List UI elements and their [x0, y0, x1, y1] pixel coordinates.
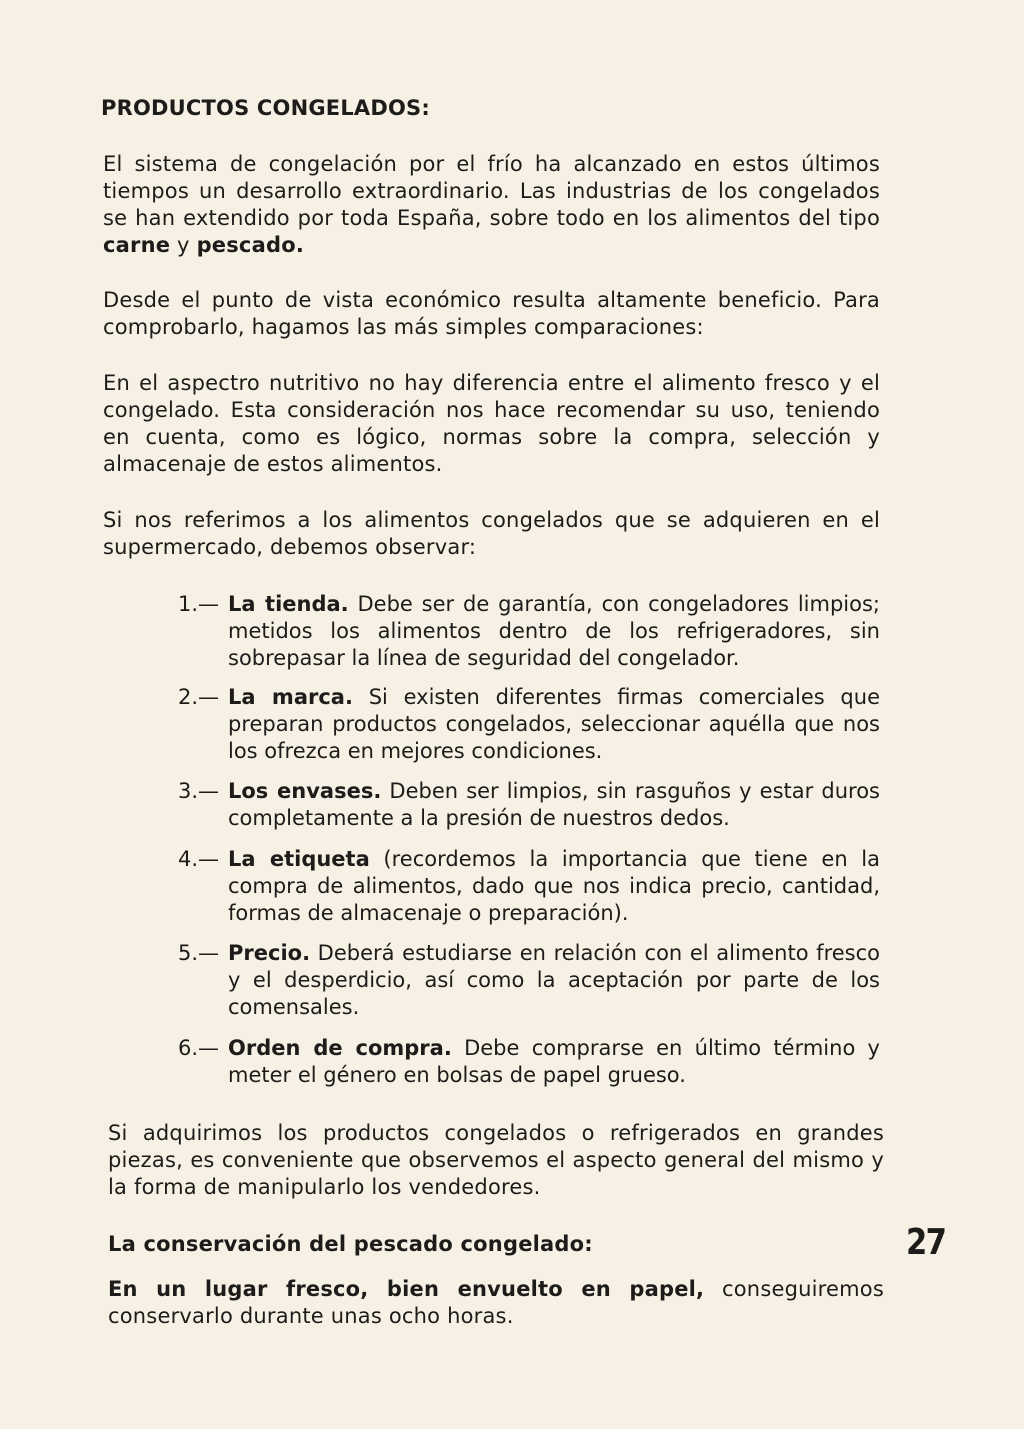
- list-item: [178, 1035, 880, 1089]
- paragraph-conservation-text: conseguiremos conservarlo durante unas ocho horas.: [108, 1277, 884, 1328]
- list-item-text: Deben ser limpios, sin rasguños y estar duros completamente a la presión de nuestros dedos.: [228, 779, 880, 830]
- paragraph-intro-text: El sistema de congelación por el frío ha alcanzado en estos últimos tiempos un desarrollo extraordinario. Las industrias de los congelados se han extendido por toda España, sobre todo en los alimentos del tipo: [103, 152, 880, 230]
- paragraph-large-pieces: Si adquirimos los productos congelados o refrigerados en grandes piezas, es conveniente que observemos el aspecto general del mismo y la forma de manipularlo los vendedores.: [108, 1121, 884, 1199]
- list-item-title: La etiqueta: [228, 847, 370, 871]
- list-item-number: 1.—: [178, 592, 220, 616]
- list-item-text: Debe comprarse en último término y meter el género en bolsas de papel grueso.: [228, 1036, 880, 1087]
- paragraph-intro: [103, 151, 880, 259]
- list-item: [178, 778, 880, 832]
- page-number: 27: [906, 1222, 946, 1263]
- list-item-text: Si existen diferentes firmas comerciales que preparan productos congelados, seleccionar aquélla que nos los ofrezca en mejores condiciones.: [228, 685, 880, 763]
- list-item-title: Orden de compra.: [228, 1036, 452, 1060]
- section-subtitle: La conservación del pescado congelado:: [108, 1232, 593, 1256]
- list-item-number: 6.—: [178, 1036, 220, 1060]
- paragraph-supermarket: Si nos referimos a los alimentos congelados que se adquieren en el supermercado, debemos observar:: [103, 508, 880, 559]
- bold-carne: carne: [103, 233, 171, 257]
- paragraph-intro-mid: y: [170, 233, 197, 257]
- list-item-title: Precio.: [228, 941, 311, 965]
- list-item-title: Los envases.: [228, 779, 382, 803]
- page-title: PRODUCTOS CONGELADOS:: [101, 96, 430, 120]
- list-item-title: La tienda.: [228, 592, 349, 616]
- list-item-text: Debe ser de garantía, con congeladores limpios; metidos los alimentos dentro de los refrigeradores, sin sobrepasar la línea de seguridad del congelador.: [228, 592, 880, 670]
- list-item-number: 4.—: [178, 847, 220, 871]
- list-item-number: 2.—: [178, 685, 220, 709]
- list-item-title: La marca.: [228, 685, 353, 709]
- list-item-number: 3.—: [178, 779, 220, 803]
- list-item: [178, 940, 880, 1021]
- list-item-text: (recordemos la importancia que tiene en la compra de alimentos, dado que nos indica precio, cantidad, formas de almacenaje o preparación).: [228, 847, 880, 925]
- paragraph-conservation: [108, 1276, 884, 1330]
- list-item: [178, 846, 880, 927]
- bold-pescado: pescado.: [196, 233, 304, 257]
- list-item: [178, 684, 880, 765]
- list-item-text: Deberá estudiarse en relación con el alimento fresco y el desperdicio, así como la aceptación por parte de los comensales.: [228, 941, 880, 1019]
- bold-conservation: En un lugar fresco, bien envuelto en papel,: [108, 1277, 705, 1301]
- list-item: [178, 591, 880, 672]
- paragraph-economy: Desde el punto de vista económico resulta altamente beneficio. Para comprobarlo, hagamos las más simples comparaciones:: [103, 288, 880, 339]
- list-item-number: 5.—: [178, 941, 220, 965]
- paragraph-nutrition: En el aspectro nutritivo no hay diferencia entre el alimento fresco y el congelado. Esta consideración nos hace recomendar su uso, teniendo en cuenta, como es lógico, normas sobre la compra, selección y almacenaje de estos alimentos.: [103, 371, 880, 476]
